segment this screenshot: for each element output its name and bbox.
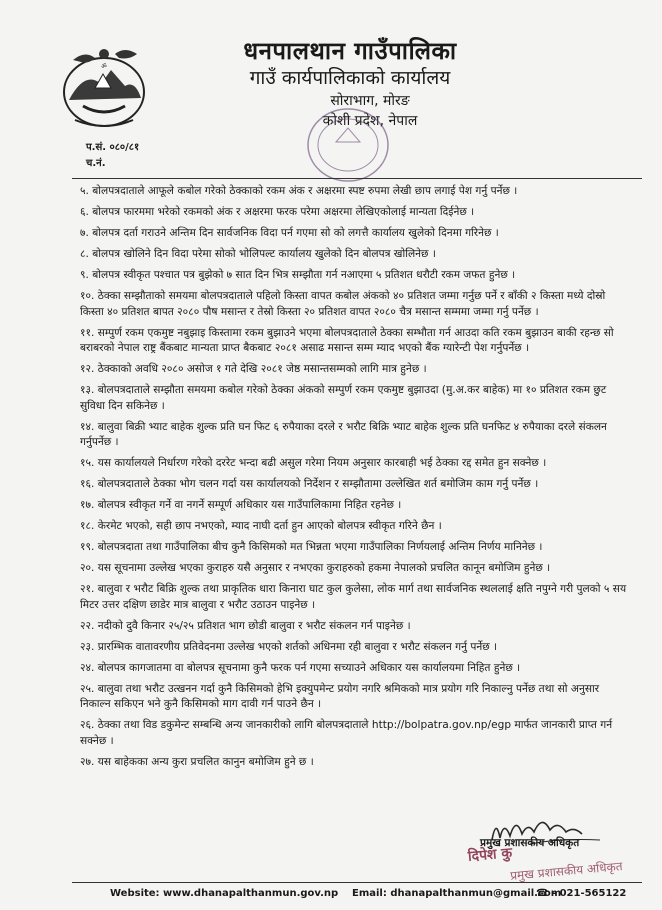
footer-divider bbox=[72, 882, 642, 883]
footer-email: Email: dhanapalthanmun@gmail.com bbox=[352, 888, 562, 899]
signatory-stamp-title: प्रमुख प्रशासकीय अधिकृत bbox=[509, 859, 624, 883]
province-label: कोशी प्रदेश, नेपाल bbox=[322, 113, 418, 129]
list-item: ९. बोलपत्र स्वीकृत पश्चात पत्र बुझेको ७ सात दिन भित्र सम्झौता गर्न नआएमा ५ प्रतिशत धरौटी रकम जफत हुनेछ । bbox=[80, 268, 516, 281]
list-item: १५. यस कार्यालयले निर्धारण गरेको दररेट भन्दा बढी असुल गरेमा नियम अनुसार कारबाही भई ठेक्का रद्द समेत हुन सक्नेछ । bbox=[80, 457, 547, 470]
office-round-stamp bbox=[298, 102, 398, 188]
chalani-number: च.नं. bbox=[86, 158, 106, 169]
list-item: २४. बोलपत्र कागजातमा वा बोलपत्र सूचनामा कुनै फरक पर्न गएमा सच्याउने अधिकार यस कार्यालयमा निहित हुनेछ । bbox=[80, 661, 521, 674]
list-item: १०. ठेक्का सम्झौताको समयमा बोलपत्रदाताले पहिलो किस्ता वापत कबोल अंकको ४० प्रतिशत जम्मा गर्नुछ पर्ने र बाँकी २ किस्ता मध्ये दोस्रो किस्ता ४० प्रतिशत बापत २०८० पौष मसान्त र तेस्रो किस्ता २० प्रतिशत वापत २०८० चैत्र मसान्त सम्ममा जम्मा गर्नु पर्नेछ । bbox=[80, 289, 606, 318]
list-item: १६. बोलपत्रदाताले ठेक्का भोग चलन गर्दा यस कार्यालयको निर्देशन र सम्झौतामा उल्लेखित शर्त बमोजिम काम गर्नु पर्नेछ । bbox=[80, 478, 539, 491]
list-item: २३. प्रारम्भिक वातावरणीय प्रतिवेदनमा उल्लेख भएको शर्तको अधिनमा रही बालुवा र भरौट संकलन गर्नु पर्नेछ । bbox=[80, 640, 498, 653]
list-item: १९. बोलपत्रदाता तथा गाउँपालिका बीच कुनै किसिमको मत भिन्नता भएमा गाउँपालिका निर्णयलाई अन्तिम निर्णय मानिनेछ । bbox=[80, 541, 543, 554]
list-item: २६. ठेक्का तथा विड डकुमेन्ट सम्बन्धि अन्य जानकारीको लागि बोलपत्रदाताले http://bolpatra.gov.np/egp मार्फत जानकारी प्राप्त गर्न सक्नेछ । bbox=[80, 719, 613, 747]
list-item: ११. सम्पुर्ण रकम एकमुष्ट नबुझाइ किस्तामा रकम बुझाउने भएमा बोलपत्रदाताले ठेक्का सम्भौता गर्न आउदा कति रकम बुझाउन बाकी रहन्छ सो बराबरको नेपाल राष्ट्र बैंकबाट मान्यता प्राप्त बैकबाट २०८१ असाढ मसान्त सम्म म्याद भएको बैंक ग्यारेन्टी पेश गर्नुपर्नेछ । bbox=[80, 326, 614, 355]
office-subtitle: गाउँ कार्यपालिकाको कार्यालय bbox=[249, 67, 451, 89]
list-item: ८. बोलपत्र खोलिने दिन विदा परेमा सोको भोलिपल्ट कार्यालय खुलेको दिन बोलपत्र खोलिनेछ । bbox=[80, 247, 436, 260]
list-item: १४. बालुवा बिक्री भ्याट बाहेक शुल्क प्रति घन फिट ६ रुपैयाका दरले र भरौट बिक्रि भ्याट बाहेक शुल्क प्रति घनफिट ४ रुपैयाका दरले संकलन गर्नुपर्नेछ । bbox=[80, 420, 607, 449]
reference-block bbox=[86, 140, 139, 172]
list-item: १२. ठेक्काको अवधि २०८० असोज १ गते देखि २०८१ जेष्ठ मसान्तसम्मको लागि मात्र हुनेछ । bbox=[80, 363, 427, 376]
header-divider bbox=[72, 178, 642, 179]
patra-sankhya: प.सं. ०८०/८१ bbox=[86, 142, 140, 153]
signatory-title: प्रमुख प्रशासकीय अधिकृत bbox=[480, 837, 580, 849]
municipality-title: धनपालथान गाउँपालिका bbox=[243, 37, 457, 65]
footer-website: Website: www.dhanapalthanmun.gov.np bbox=[110, 888, 339, 899]
list-item: २१. बालुवा र भरौट बिक्रि शुल्क तथा प्राकृतिक धारा किनारा घाट कुल कुलेसा, लोक मार्ग तथा सार्वजनिक स्थललाई क्षति नपुग्ने गरी पुलको ५ सय मिटर उत्तर दक्षिण छाडेर मात्र बालुवा र भरौट उठाउन पाइनेछ । bbox=[80, 583, 627, 611]
list-item: २७. यस बाहेकका अन्य कुरा प्रचलित कानुन बमोजिम हुने छ । bbox=[80, 755, 314, 768]
list-item: १३. बोलपत्रदाताले सम्झौता समयमा कबोल गरेको ठेक्का अंकको सम्पुर्ण रकम एकमुष्ट बुझाउदा (मु.अ.कर बाहेक) मा १० प्रतिशत रकम छुट सुविधा दिन सकिनेछ । bbox=[80, 384, 607, 412]
list-item: १८. केरमेट भएको, सही छाप नभएको, म्याद नाघी दर्ता हुन आएको बोलपत्र स्वीकृत गरिने छैन । bbox=[80, 520, 442, 533]
svg-text:ॐ: ॐ bbox=[101, 63, 107, 70]
list-item: २५. बालुवा तथा भरौट उत्खनन गर्दा कुनै किसिमको हेभि इक्युपमेन्ट प्रयोग नगरि श्रमिकको मात्र प्रयोग गरि निकाल्नु पर्नेछ तथा सो अनुसार निकाल्न सकिएन भने कुनै किसिमको माग दावी गर्न पाउने छैन । bbox=[80, 682, 600, 711]
list-item: २०. यस सूचनामा उल्लेख भएका कुराहरु यसै अनुसार र नभएका कुराहरुको हकमा नेपालको प्रचलित कानून बमोजिम हुनेछ । bbox=[80, 562, 551, 575]
nepal-emblem-logo bbox=[55, 40, 153, 132]
office-location: सोराभाग, मोरङ bbox=[330, 93, 410, 109]
list-item: २२. नदीको दुवै किनार २५/२५ प्रतिशत भाग छोडी बालुवा र भरौट संकलन गर्न पाइनेछ । bbox=[80, 619, 411, 632]
conditions-list bbox=[80, 184, 632, 776]
signatory-stamp-name: दिपेश कु bbox=[467, 845, 513, 865]
list-item: ५. बोलपत्रदाताले आफूले कबोल गरेको ठेक्काको रकम अंक र अक्षरमा स्पष्ट रुपमा लेखी छाप लगाई पेश गर्नु पर्नेछ । bbox=[80, 185, 518, 197]
list-item: ७. बोलपत्र दर्ता गराउने अन्तिम दिन सार्वजनिक विदा पर्न गएमा सो को लगत्तै कार्यालय खुलेको दिनमा गरिनेछ । bbox=[80, 226, 499, 239]
footer-phone: ☎ - 021-565122 bbox=[536, 888, 627, 899]
list-item: ६. बोलपत्र फारममा भरेको रकमको अंक र अक्षरमा फरक परेमा अक्षरमा लेखिएकोलाई मान्यता दिईनेछ । bbox=[80, 205, 475, 218]
list-item: १७. बोलपत्र स्वीकृत गर्ने वा नगर्ने सम्पूर्ण अधिकार यस गाउँपालिकामा निहित रहनेछ । bbox=[80, 499, 402, 512]
